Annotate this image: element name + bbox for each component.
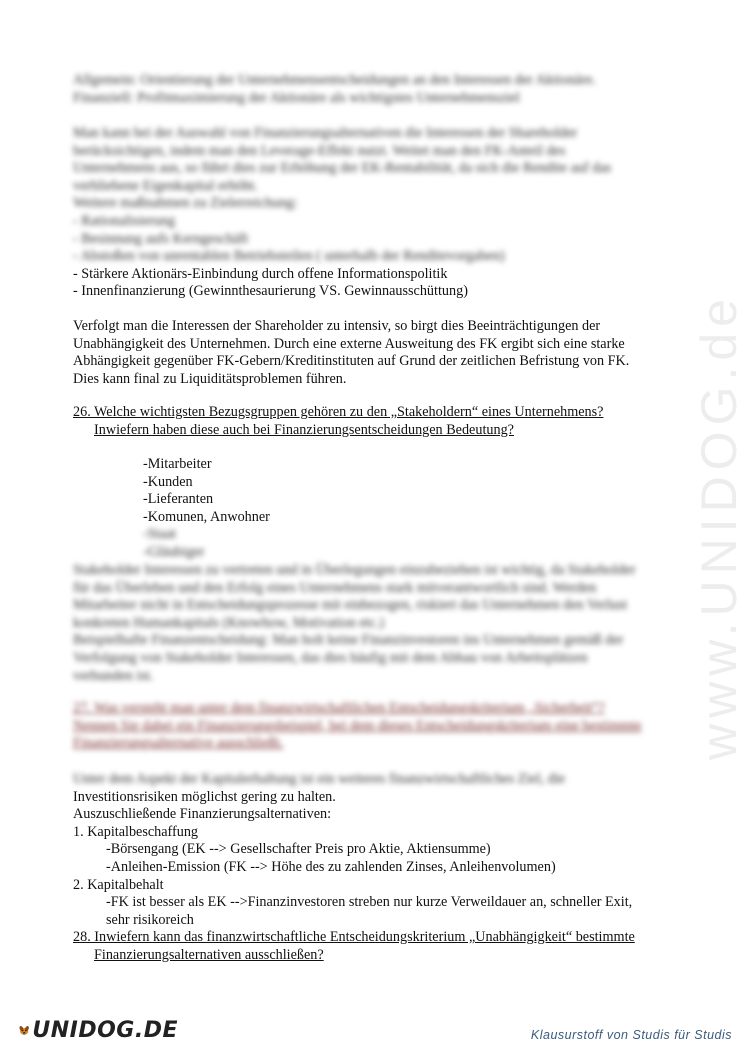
dog-icon (18, 1012, 30, 1048)
list-item: -Gläubiger (143, 543, 205, 560)
blurred-line: 27. Was versteht man unter dem finanzwirtschaftlichen Entscheidungskriterium „Sicherheit“? (73, 700, 605, 716)
question-27 (73, 700, 673, 753)
blurred-line: Stakeholder Interessen zu vertreten und in Überlegungen einzubeziehen ist wichtig, da Stakeholder (73, 562, 636, 578)
text-line: Unabhängigkeit des Unternehmen. Durch eine externe Ausweitung des FK ergibt sich eine starke (73, 335, 625, 352)
intro-paragraph (73, 72, 673, 107)
blurred-line: - Abstoßen von unrentablen Betriebsteilen ( unterhalb der Renditevorgaben) (73, 248, 505, 265)
text-line: Finanziell: Profitmaximierung der Aktionäre als wichtigstes Unternehmensziel (73, 89, 520, 106)
shareholder-measures-section (73, 125, 673, 301)
blurred-line: Man kann bei der Auswahl von Finanzierungsalternativen die Interessen der Shareholder (73, 125, 578, 141)
blurred-line: berücksichtigen, indem man den Leverage-Effekt nutzt. Weitet man den FK-Anteil des (73, 142, 566, 159)
risk-paragraph (73, 318, 673, 388)
question-28-title: 28. Inwiefern kann das finanzwirtschaftliche Entscheidungskriterium „Unabhängigkeit“ bestimmte (73, 929, 635, 945)
list-item: sehr risikoreich (106, 911, 194, 928)
list-item: -Lieferanten (143, 491, 214, 508)
list-item: -Staat (143, 526, 177, 543)
question-26-subtitle: Inwiefern haben diese auch bei Finanzierungsentscheidungen Bedeutung? (94, 421, 514, 438)
question-28 (73, 929, 673, 964)
blurred-line: für das Überleben und den Erfolg eines Unternehmens stark mitverantwortlich sind. Werden (73, 579, 597, 596)
blurred-line: Weitere maßnahmen zu Zielerreichung: (73, 195, 298, 212)
question-26-answer (73, 562, 673, 685)
question-26-title: 26. Welche wichtigsten Bezugsgruppen gehören zu den „Stakeholdern“ eines Unternehmens? (73, 404, 604, 420)
stakeholder-list (73, 456, 673, 562)
question-28-subtitle: Finanzierungsalternativen ausschließen? (94, 946, 324, 963)
blurred-line: Beispielhafte Finanzentscheidung: Man holt keine Finanzinvestoren ins Unternehmen gemäß der (73, 632, 624, 649)
measure-item: - Innenfinanzierung (Gewinnthesaurierung VS. Gewinnausschüttung) (73, 283, 468, 300)
blurred-line: Mitarbeiter nicht in Entscheidungsprozesse mit einbezogen, riskiert das Unternehmen den Verlust (73, 597, 628, 614)
logo-text: UNIDOG.DE (32, 1017, 178, 1043)
blurred-line: Finanzierungsalternative ausschließt. (73, 735, 284, 752)
blurred-line: Unter dem Aspekt der Kapitalerhaltung ist ein weiteres finanzwirtschaftliches Ziel, die (73, 771, 566, 787)
blurred-line: konkreten Humankapitals (Knowhow, Motivation etc.) (73, 614, 385, 631)
blurred-line: verbunden ist. (73, 667, 154, 684)
text-line: Verfolgt man die Interessen der Shareholder zu intensiv, so birgt dies Beeinträchtigungen der (73, 318, 601, 334)
blurred-line: - Besinnung aufs Kerngeschäft (73, 230, 249, 247)
text-line: Auszuschließende Finanzierungsalternativen: (73, 806, 332, 823)
blurred-line: verbliebene Eigenkapital erhöht. (73, 177, 258, 194)
text-line: Investitionsrisiken möglichst gering zu halten. (73, 788, 336, 805)
list-item: -Börsengang (EK --> Gesellschafter Preis pro Aktie, Aktiensumme) (106, 841, 491, 858)
list-item: -Mitarbeiter (143, 456, 212, 472)
list-item: -Komunen, Anwohner (143, 508, 270, 525)
blurred-line: - Rationalisierung (73, 212, 176, 229)
unidog-logo[interactable] (18, 1010, 178, 1050)
measure-item: - Stärkere Aktionärs-Einbindung durch offene Informationspolitik (73, 265, 448, 282)
text-line: Allgemein: Orientierung der Unternehmensentscheidungen an den Interessen der Aktionäre. (73, 72, 596, 88)
list-heading: 1. Kapitalbeschaffung (73, 823, 199, 840)
question-27-answer (73, 771, 673, 929)
list-heading: 2. Kapitalbehalt (73, 876, 164, 893)
text-line: Abhängigkeit gegenüber FK-Gebern/Kreditinstituten auf Grund der zeitlichen Befristung von FK. (73, 353, 630, 370)
list-item: -FK ist besser als EK -->Finanzinvestoren streben nur kurze Verweildauer an, schneller Exit, (106, 894, 633, 911)
text-line: Dies kann final zu Liquiditätsproblemen führen. (73, 370, 347, 387)
watermark: www.UNIDOG.de (691, 293, 747, 760)
blurred-line: Nennen Sie dabei ein Finanzierungsbeispiel, bei dem dieses Entscheidungskriterium eine bestimmte (73, 717, 642, 734)
list-item: -Anleihen-Emission (FK --> Höhe des zu zahlenden Zinses, Anleihenvolumen) (106, 858, 556, 875)
blurred-line: Unternehmens aus, so führt dies zur Erhöhung der EK-Rentabilität, da sich die Rendite auf das (73, 160, 612, 177)
list-item: -Kunden (143, 473, 193, 490)
footer-tagline: Klausurstoff von Studis für Studis (530, 1028, 732, 1042)
blurred-line: Verfolgung von Stakeholder Interessen, das dies häufig mit dem Abbau von Arbeitsplätzen (73, 649, 588, 666)
question-26 (73, 404, 673, 439)
